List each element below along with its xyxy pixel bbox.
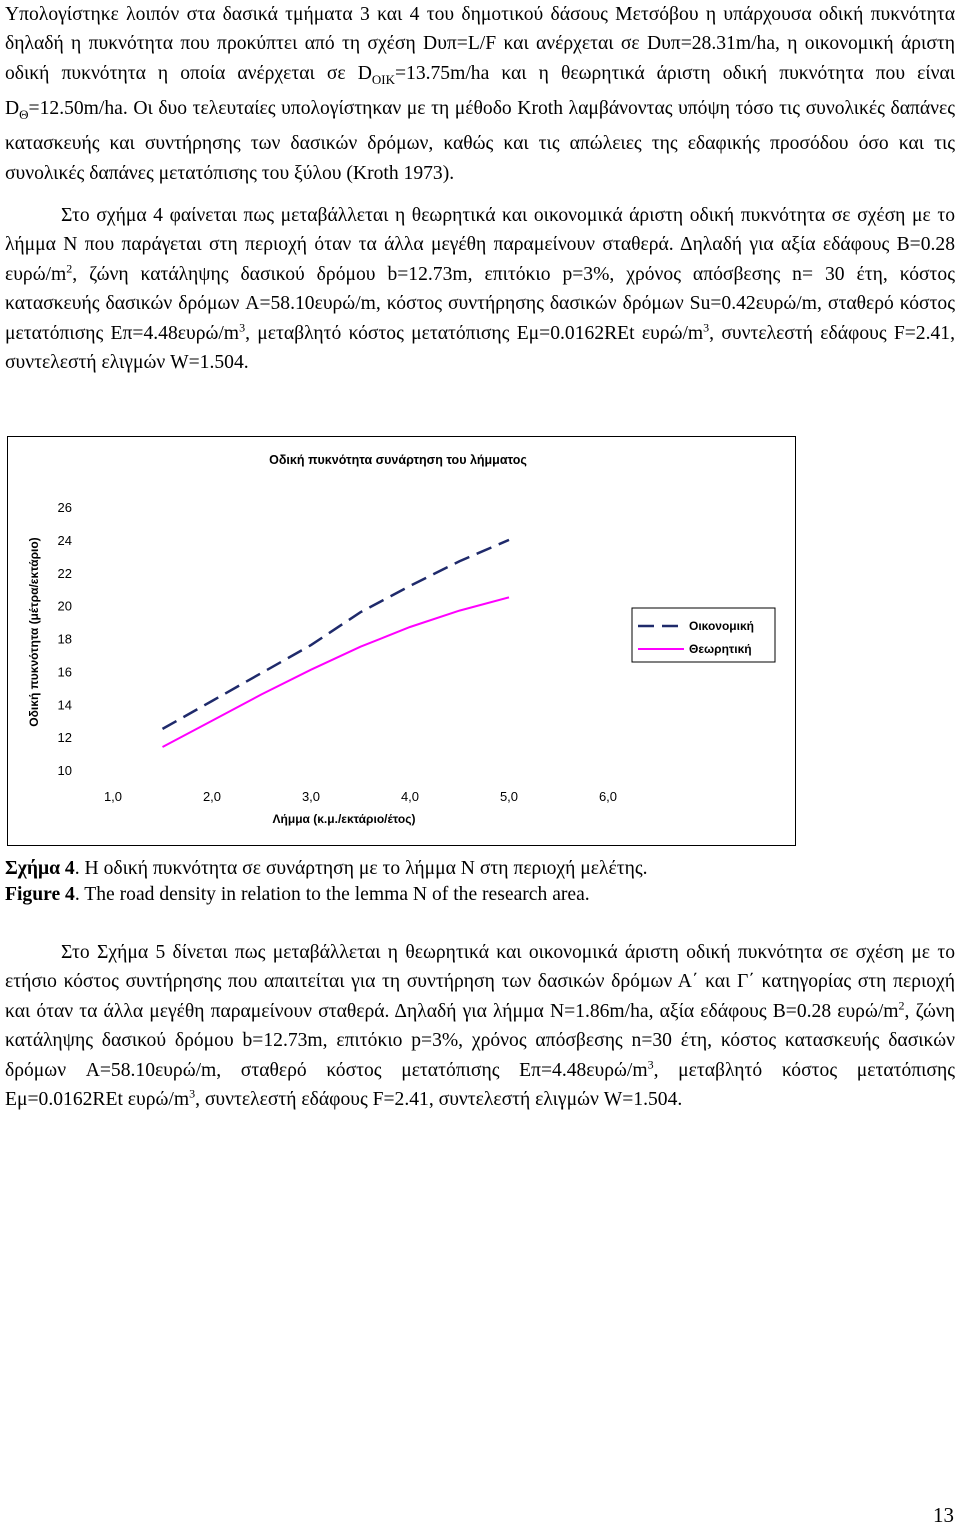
y-tick-label: 14 [57, 697, 72, 713]
caption-text-greek: . Η οδική πυκνότητα σε συνάρτηση με το λήμμα N στη περιοχή μελέτης. [74, 858, 648, 879]
paragraph-2-text-2: , ζώνη κατάληψης δασικού δρόμου b=12.73m, επιτόκιο p=3%, χρόνος απόσβεσης n= 30 έτη, κόστος κατασκευής δασικών δρόμων A=58.10ευρώ/m, κόστος συντήρησης δασικών δρόμων Su=0.42ευρώ/m, σταθερό κόστος μετατόπισης Eπ=4.48ευρώ/m [5, 263, 955, 344]
superscript: 3 [239, 320, 246, 335]
legend-label-theoretical: Θεωρητική [689, 642, 752, 656]
page-number: 13 [933, 1503, 954, 1527]
paragraph-3-text-1: Στο Σχήμα 5 δίνεται πως μεταβάλλεται η θεωρητικά και οικονομικά άριστη οδική πυκνότητα σε σχέση με το ετήσιο κόστος συντήρησης που απαιτείται για τη συντήρηση των δασικών δρόμων Α΄ και Γ΄ κατηγορίας στη περιοχή και όταν τα άλλα μεγέθη παραμείνουν σταθερά. Δηλαδή για λήμμα N=1.86m/ha, αξία εδάφους B=0.28 ευρώ/m [5, 942, 955, 1022]
y-tick-label: 12 [57, 730, 72, 746]
paragraph-figure4-description [5, 201, 955, 377]
x-tick-label: 4,0 [400, 789, 420, 804]
figure-caption-greek [5, 856, 648, 882]
y-tick-label: 22 [57, 565, 72, 581]
y-tick-label: 10 [57, 763, 72, 778]
superscript: 2 [66, 261, 73, 276]
paragraph-3-text-2: , ζώνη κατάληψης δασικού δρόμου b=12.73m, επιτόκιο p=3%, χρόνος απόσβεσης n=30 έτη, κόστος κατασκευής δασικών δρόμων A=58.10ευρώ/m, σταθερό κόστος μετατόπισης Eπ=4.48ευρώ/m [5, 1000, 955, 1081]
y-tick-label: 24 [57, 532, 72, 548]
x-tick-label: 3,0 [301, 789, 321, 804]
y-tick-label: 16 [57, 664, 72, 680]
paragraph-3-text-3: , μεταβλητό κόστος μετατόπισης Eμ=0.0162REt ευρώ/m [5, 1059, 956, 1111]
paragraph-figure5-description [5, 938, 955, 1114]
paragraph-intro-text-1: Υπολογίστηκε λοιπόν στα δασικά τμήματα 3 και 4 του δημοτικού δάσους Μετσόβου η υπάρχουσα οδική πυκνότητα δηλαδή η πυκνότητα που προκύπτει από τη σχέση Dυπ=L/F και ανέρχεται σε Dυπ=28.31m/ha, η οικονομική άριστη οδική πυκνότητα η οποία ανέρχεται σε D [5, 4, 955, 84]
figure-4-chart [7, 436, 796, 846]
chart-x-axis-label: Λήμμα (κ.μ./εκτάριο/έτος) [272, 812, 416, 826]
paragraph-2-text-1: Στο σχήμα 4 φαίνεται πως μεταβάλλεται η θεωρητικά και οικονομικά άριστη οδική πυκνότητα σε σχέση με το λήμμα N που παράγεται στη περιοχή όταν τα άλλα μεγέθη παραμείνουν σταθερά. Δηλαδή για αξία εδάφους B=0.28 ευρώ/m [5, 205, 955, 285]
subscript-theta: Θ [19, 107, 29, 123]
series-line-theoretical [163, 597, 510, 747]
paragraph-intro [5, 0, 955, 188]
series-line-economic [163, 540, 510, 729]
paragraph-intro-text-2: =13.75m/ha και η θεωρητικά άριστη οδική πυκνότητα που είναι D [5, 62, 955, 120]
y-tick-label: 26 [57, 500, 72, 515]
caption-label-english: Figure 4 [5, 884, 75, 905]
paragraph-2-text-3: , μεταβλητό κόστος μετατόπισης Eμ=0.0162REt ευρώ/m [245, 322, 704, 344]
caption-text-english: . The road density in relation to the lemma N of the research area. [74, 884, 590, 905]
caption-label-greek: Σχήμα 4 [5, 858, 75, 879]
x-tick-label: 1,0 [103, 789, 123, 804]
y-tick-label: 20 [57, 598, 72, 614]
paragraph-3-text-4: , συντελεστή εδάφους F=2.41, συντελεστή ελιγμών W=1.504. [195, 1089, 683, 1111]
x-tick-label: 6,0 [598, 789, 618, 804]
y-tick-label: 18 [57, 631, 72, 647]
chart-legend [632, 608, 775, 662]
subscript-oik: ΟΙΚ [371, 71, 395, 87]
chart-title: Οδική πυκνότητα συνάρτηση του λήμματος [269, 453, 527, 467]
x-axis-ticks [104, 789, 617, 804]
chart-svg [8, 437, 795, 845]
superscript: 3 [647, 1057, 654, 1072]
chart-series [163, 540, 510, 747]
legend-label-economic: Οικονομική [689, 619, 754, 633]
superscript: 2 [898, 998, 905, 1013]
superscript: 3 [703, 320, 710, 335]
y-axis-ticks [58, 500, 72, 778]
paragraph-2-text-4: , συντελεστή εδάφους F=2.41, συντελεστή ελιγμών W=1.504. [5, 322, 955, 374]
paragraph-intro-text-3: =12.50m/ha. Οι δυο τελευταίες υπολογίστηκαν με τη μέθοδο Kroth λαμβάνοντας υπόψη τόσο τις συνολικές δαπάνες κατασκευής και συντήρησης των δασικών δρόμων, καθώς και τις απώλειες της εδαφικής προσόδου όσο και τις συνολικές δαπάνες μετατόπισης του ξύλου (Kroth 1973). [5, 98, 955, 184]
x-tick-label: 5,0 [499, 789, 519, 804]
figure-caption-english [5, 882, 590, 908]
chart-y-axis-label: Οδική πυκνότητα (μέτρα/εκτάριο) [27, 537, 41, 727]
x-tick-label: 2,0 [202, 789, 222, 804]
superscript: 3 [189, 1086, 196, 1101]
